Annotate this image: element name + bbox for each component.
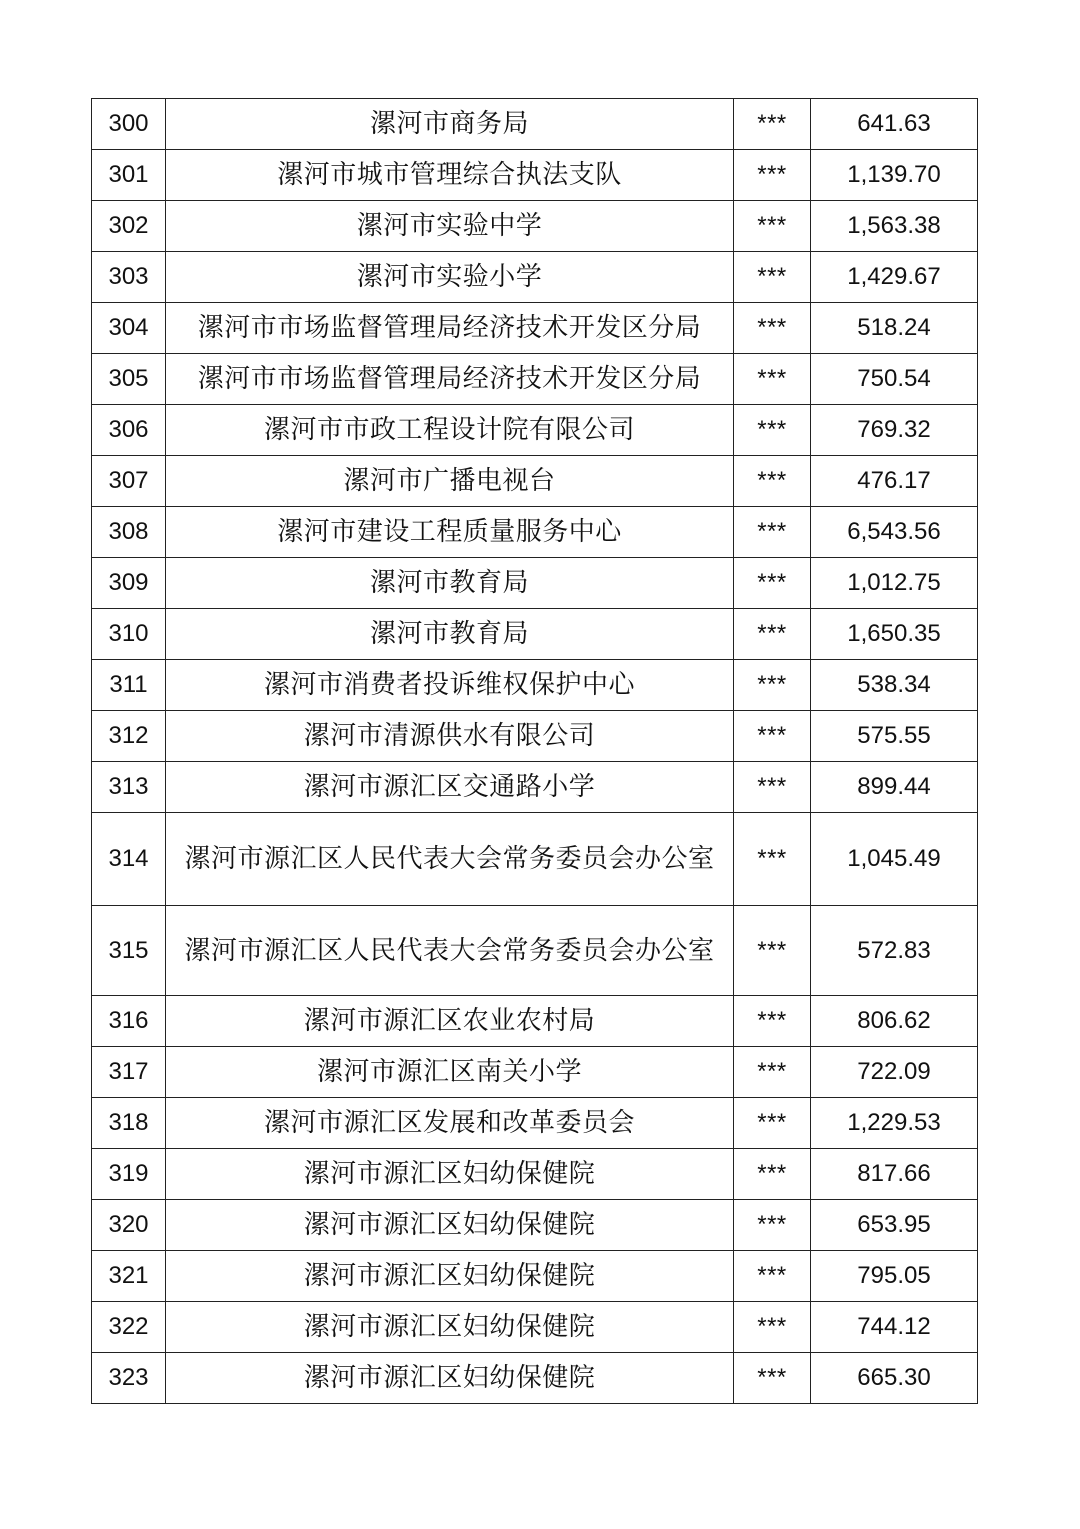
row-masked-value: *** — [734, 711, 811, 762]
table-row — [92, 906, 978, 996]
row-index: 309 — [92, 558, 166, 609]
table-row — [92, 1302, 978, 1353]
row-amount: 538.34 — [811, 660, 978, 711]
row-index: 315 — [92, 906, 166, 996]
row-index: 314 — [92, 813, 166, 906]
row-index: 319 — [92, 1149, 166, 1200]
row-name: 漯河市源汇区妇幼保健院 — [166, 1149, 734, 1200]
table-row — [92, 354, 978, 405]
table-row — [92, 1098, 978, 1149]
row-masked-value: *** — [734, 1098, 811, 1149]
table-row — [92, 660, 978, 711]
row-index: 307 — [92, 456, 166, 507]
row-masked-value: *** — [734, 660, 811, 711]
row-index: 313 — [92, 762, 166, 813]
table-row — [92, 201, 978, 252]
row-index: 310 — [92, 609, 166, 660]
row-amount: 1,045.49 — [811, 813, 978, 906]
row-amount: 641.63 — [811, 99, 978, 150]
row-amount: 518.24 — [811, 303, 978, 354]
table-row — [92, 711, 978, 762]
row-name: 漯河市教育局 — [166, 609, 734, 660]
row-amount: 744.12 — [811, 1302, 978, 1353]
row-index: 323 — [92, 1353, 166, 1404]
table-row — [92, 1251, 978, 1302]
row-index: 300 — [92, 99, 166, 150]
table-row — [92, 609, 978, 660]
row-amount: 899.44 — [811, 762, 978, 813]
row-name: 漯河市清源供水有限公司 — [166, 711, 734, 762]
row-index: 302 — [92, 201, 166, 252]
row-masked-value: *** — [734, 996, 811, 1047]
row-name: 漯河市源汇区农业农村局 — [166, 996, 734, 1047]
row-masked-value: *** — [734, 609, 811, 660]
row-name: 漯河市源汇区南关小学 — [166, 1047, 734, 1098]
row-name: 漯河市源汇区妇幼保健院 — [166, 1353, 734, 1404]
row-masked-value: *** — [734, 1302, 811, 1353]
row-amount: 806.62 — [811, 996, 978, 1047]
table-row — [92, 507, 978, 558]
row-index: 303 — [92, 252, 166, 303]
row-index: 308 — [92, 507, 166, 558]
row-amount: 1,229.53 — [811, 1098, 978, 1149]
row-index: 320 — [92, 1200, 166, 1251]
row-name: 漯河市实验小学 — [166, 252, 734, 303]
row-masked-value: *** — [734, 507, 811, 558]
table-row — [92, 558, 978, 609]
data-table — [91, 98, 978, 1404]
row-index: 316 — [92, 996, 166, 1047]
row-index: 305 — [92, 354, 166, 405]
row-name: 漯河市源汇区人民代表大会常务委员会办公室 — [166, 906, 734, 996]
row-name: 漯河市市政工程设计院有限公司 — [166, 405, 734, 456]
row-name: 漯河市源汇区交通路小学 — [166, 762, 734, 813]
table-row — [92, 303, 978, 354]
row-name: 漯河市市场监督管理局经济技术开发区分局 — [166, 303, 734, 354]
row-masked-value: *** — [734, 906, 811, 996]
table-row — [92, 1353, 978, 1404]
row-amount: 1,429.67 — [811, 252, 978, 303]
row-index: 301 — [92, 150, 166, 201]
row-amount: 1,139.70 — [811, 150, 978, 201]
row-amount: 476.17 — [811, 456, 978, 507]
row-masked-value: *** — [734, 558, 811, 609]
row-amount: 722.09 — [811, 1047, 978, 1098]
row-masked-value: *** — [734, 1047, 811, 1098]
row-masked-value: *** — [734, 1251, 811, 1302]
row-amount: 665.30 — [811, 1353, 978, 1404]
row-amount: 1,012.75 — [811, 558, 978, 609]
row-name: 漯河市实验中学 — [166, 201, 734, 252]
table-row — [92, 996, 978, 1047]
row-amount: 6,543.56 — [811, 507, 978, 558]
row-masked-value: *** — [734, 405, 811, 456]
row-name: 漯河市商务局 — [166, 99, 734, 150]
row-masked-value: *** — [734, 456, 811, 507]
row-index: 321 — [92, 1251, 166, 1302]
row-name: 漯河市建设工程质量服务中心 — [166, 507, 734, 558]
table-row — [92, 405, 978, 456]
row-index: 312 — [92, 711, 166, 762]
row-amount: 817.66 — [811, 1149, 978, 1200]
row-masked-value: *** — [734, 1149, 811, 1200]
row-name: 漯河市源汇区发展和改革委员会 — [166, 1098, 734, 1149]
row-index: 322 — [92, 1302, 166, 1353]
row-name: 漯河市广播电视台 — [166, 456, 734, 507]
row-index: 318 — [92, 1098, 166, 1149]
row-masked-value: *** — [734, 252, 811, 303]
row-name: 漯河市源汇区妇幼保健院 — [166, 1251, 734, 1302]
table-row — [92, 252, 978, 303]
row-index: 304 — [92, 303, 166, 354]
row-amount: 750.54 — [811, 354, 978, 405]
table-row — [92, 456, 978, 507]
table-row — [92, 1149, 978, 1200]
row-masked-value: *** — [734, 813, 811, 906]
row-amount: 653.95 — [811, 1200, 978, 1251]
row-masked-value: *** — [734, 762, 811, 813]
row-name: 漯河市源汇区妇幼保健院 — [166, 1200, 734, 1251]
table-row — [92, 813, 978, 906]
table-row — [92, 1200, 978, 1251]
row-amount: 575.55 — [811, 711, 978, 762]
row-name: 漯河市城市管理综合执法支队 — [166, 150, 734, 201]
row-masked-value: *** — [734, 201, 811, 252]
row-name: 漯河市源汇区妇幼保健院 — [166, 1302, 734, 1353]
row-masked-value: *** — [734, 303, 811, 354]
row-index: 317 — [92, 1047, 166, 1098]
row-name: 漯河市市场监督管理局经济技术开发区分局 — [166, 354, 734, 405]
row-name: 漯河市消费者投诉维权保护中心 — [166, 660, 734, 711]
row-masked-value: *** — [734, 1200, 811, 1251]
row-masked-value: *** — [734, 354, 811, 405]
table-row — [92, 99, 978, 150]
row-amount: 572.83 — [811, 906, 978, 996]
row-masked-value: *** — [734, 1353, 811, 1404]
row-name: 漯河市教育局 — [166, 558, 734, 609]
row-index: 306 — [92, 405, 166, 456]
table-row — [92, 1047, 978, 1098]
row-masked-value: *** — [734, 150, 811, 201]
row-amount: 1,563.38 — [811, 201, 978, 252]
table-row — [92, 762, 978, 813]
row-amount: 1,650.35 — [811, 609, 978, 660]
row-masked-value: *** — [734, 99, 811, 150]
row-amount: 795.05 — [811, 1251, 978, 1302]
row-amount: 769.32 — [811, 405, 978, 456]
row-name: 漯河市源汇区人民代表大会常务委员会办公室 — [166, 813, 734, 906]
table-row — [92, 150, 978, 201]
row-index: 311 — [92, 660, 166, 711]
